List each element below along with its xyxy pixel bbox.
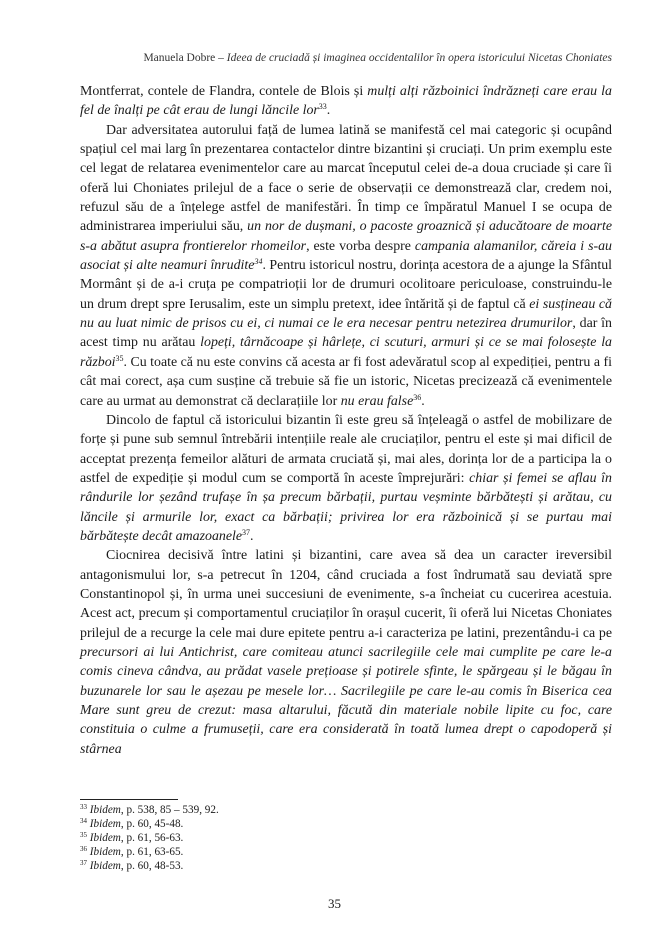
text-run: , este vorba despre [306, 238, 415, 254]
text-run: Ciocnirea decisivă între latini și bizantini, care avea să dea un caracter ireversibil antagonismului lor, s-a petrecut în 1204, când cruciada a fost îndrumată sau deviată spre Constantinopol și, în urma unei succesiuni de evenimente, s-a încheiat cu cucerirea acestuia. Acest act, precum și comportamentul cruciaților în orașul cucerit, îi oferă lui Nicetas Choniates prilejul de a recurge la cele mai dure epitete pentru a-i caracteriza pe latini, prezentându-i ca pe [80, 548, 612, 641]
text-run: . [421, 393, 425, 409]
italic-quote: chiar și femei se aflau în rândurile lor șezând trufașe în șa precum bărbații, purtau veșminte bărbătești și arătau, cu lăncile și armurile lor, exact ca bărbații; privirea lor era războinică și se purtau mai bărbătește decât amazoanele [80, 470, 612, 544]
footnote-number: 36 [80, 844, 87, 853]
text-run: Dar adversitatea autorului față de lumea latină se manifestă cel mai categoric și ocupând spațiul cel mai larg în prezentarea contactelor dintre bizantini și cruciați. Un prim exemplu este cel legat de relatarea evenimentelor care au marcat începutul celei de-a doua cruciade și care îi oferă lui Choniates prilejul de a face o serie de observații ce demonstrează clar, credem noi, refuzul său de a înțelege astfel de manifestări. În timp ce împăratul Manuel I se ocupa de administrarea imperiului său, [80, 122, 612, 235]
footnote-source: Ibidem [89, 831, 121, 844]
footnote-source: Ibidem [89, 859, 121, 872]
paragraph [80, 121, 612, 411]
footnote-marker: 35 [115, 353, 124, 363]
italic-quote: campania alamanilor, căreia i s-au asociat și alte neamuri înrudite [80, 238, 612, 274]
main-text [80, 82, 612, 759]
paragraph [80, 82, 612, 121]
footnote-reference: , p. 61, 63-65. [120, 845, 184, 858]
footnote-reference: , p. 60, 45-48. [120, 817, 184, 830]
page-number: 35 [328, 896, 341, 911]
footnote-reference: , p. 538, 85 – 539, 92. [120, 804, 219, 816]
italic-quote: lopeți, târnăcoape și hârlețe, ci scuturi, armuri și ce se mai folosește la război [80, 335, 612, 370]
footnote [80, 860, 612, 874]
text-run: Dincolo de faptul că istoricului bizantin îi este greu să înțeleagă o astfel de mobilizare de forțe și pune sub semnul întrebării intențiile reale ale cruciaților, pentru el este și mai dificil de acceptat prezența femeilor alături de armata cruciată și, mai ales, dorința lor de a participa la o astfel de expediție și modul cum se comportă în aceste împrejurări: [80, 412, 612, 486]
italic-quote: un nor de dușmani, o pacoste groaznică și aducătoare de moarte s-a abătut asupra frontierelor rhomeilor [80, 219, 612, 254]
text-run: Montferrat, contele de Flandra, contele de Blois și [80, 84, 368, 99]
footnote-source: Ibidem [89, 845, 121, 858]
text-run: . [326, 103, 331, 119]
running-header [80, 52, 612, 64]
text-run: . [250, 528, 254, 544]
paragraph [80, 546, 612, 759]
footnote [80, 818, 612, 832]
text-run: . Pentru istoricul nostru, dorința acestora de a ajunge la Sfântul Mormânt și de a-i cruța pe compatrioții lor de drumuri ocolitoare periculoase, construindu-le un drum drept spre Ierusalim, este un simplu pretext, idee întărită și de faptul că [80, 258, 612, 312]
paragraph [80, 411, 612, 546]
text-run: . Cu toate că nu este convins că acesta ar fi fost adevăratul scop al expediției, pentru a fi cât mai corect, așa cum susține că trebuie să fie un istoric, Nicetas precizează că evenimentele care au urmat au demonstrat că declarațiile lor [80, 354, 612, 409]
italic-quote: ei susțineau că nu au luat nimic de prisos cu ei, ci numai ce le era necesar pentru netezirea drumurilor [80, 296, 612, 332]
footnote-number: 35 [80, 830, 87, 839]
italic-quote: nu erau false [340, 393, 414, 409]
footnote-marker: 36 [413, 392, 422, 402]
footnote-number: 33 [80, 803, 87, 811]
italic-quote: mulți alți războinici îndrăzneți care erau la fel de înalți pe cât erau de lungi lăncile lor [80, 84, 612, 119]
footnote-reference: , p. 61, 56-63. [120, 831, 184, 844]
italic-quote: precursori ai lui Antichrist, care comiteau atunci sacrilegiile cele mai cumplite pe care le-a comis cineva cândva, au prădat vasele prețioase și potirele sfinte, le spărgeau și le băgau în buzunarele lor sau le așezau pe mesele lor… Sacrilegiile pe care le-au comis în Biserica cea Mare sunt greu de crezut: masa altarului, făcută din materiale nobile lipite cu foc, care constituia o culme a frumuseții, care era considerată în toată lumea drept o capodoperă și stârnea [80, 644, 612, 757]
header-author: Manuela Dobre – [143, 52, 224, 64]
footnote-source: Ibidem [89, 817, 121, 830]
footnote-reference: , p. 60, 48-53. [120, 859, 184, 872]
footnote [80, 804, 612, 818]
text-run: , dar în acest timp nu arătau [80, 316, 612, 351]
footnote [80, 832, 612, 846]
footnote [80, 846, 612, 860]
footnote-number: 34 [80, 816, 87, 825]
footnote-number: 37 [80, 858, 87, 867]
footnotes [80, 804, 612, 874]
header-title: Ideea de cruciadă și imaginea occidentalilor în opera istoricului Nicetas Choniates [226, 52, 612, 64]
footnote-source: Ibidem [89, 804, 121, 816]
footnote-marker: 34 [254, 257, 263, 267]
footnote-marker: 37 [242, 527, 251, 537]
footnote-separator [80, 799, 178, 800]
footnote-marker: 33 [318, 102, 327, 112]
